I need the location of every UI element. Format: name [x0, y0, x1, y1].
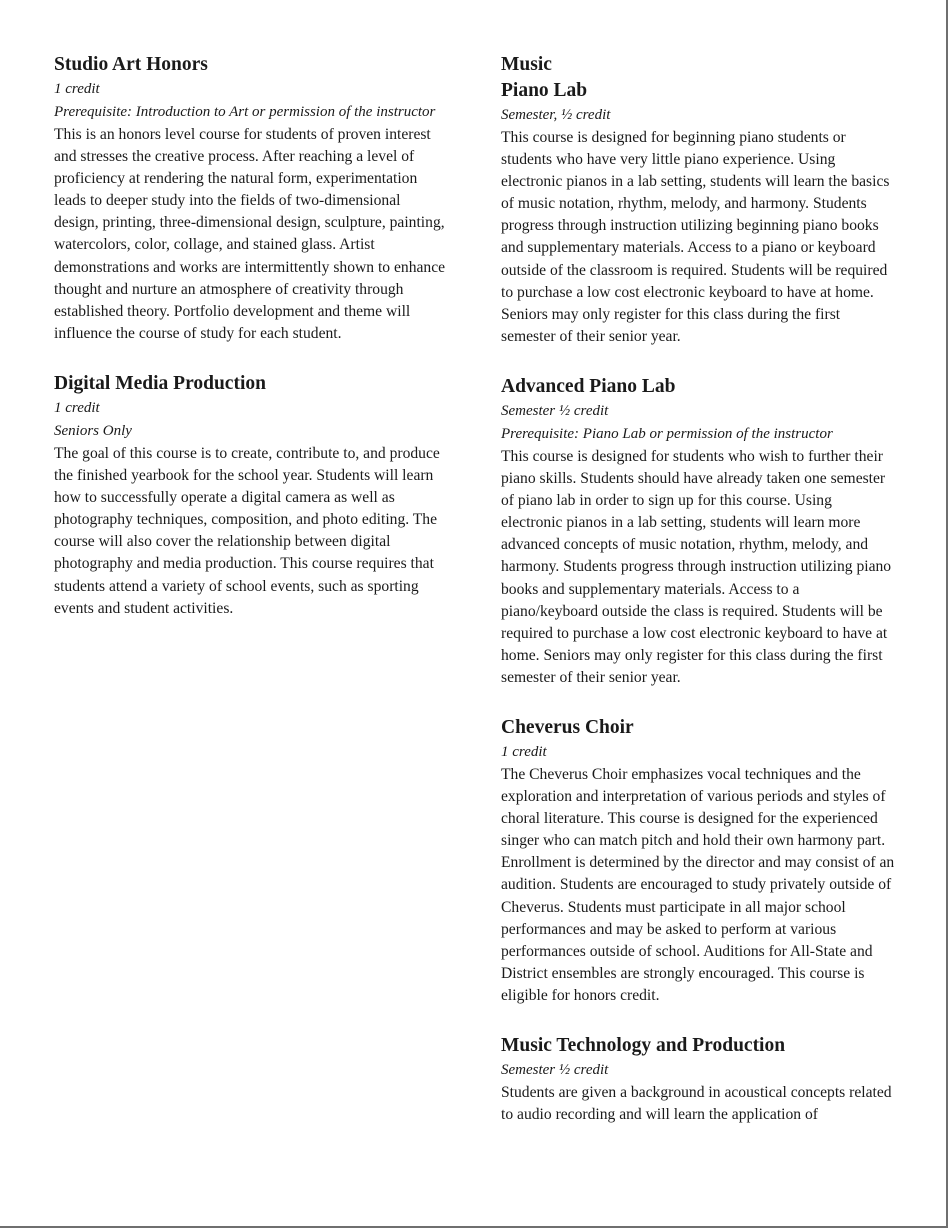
course-description: This course is designed for beginning piano students or students who have very little piano experience. Using electronic pianos in a lab setting, students will learn the basics of music notation, rhythm, melody, and harmony. Students progress through instruction utilizing beginning piano books and supplementary materials. Access to a piano or keyboard outside of the classroom is required. Students will be required to purchase a low cost electronic keyboard to have at home. Seniors may only register for this class during the first semester of their senior year. [501, 129, 890, 345]
course-piano-lab [501, 78, 897, 348]
course-credit: 1 credit [501, 743, 547, 760]
course-description: Students are given a background in acoustical concepts related to audio recording and will learn the application of [501, 1084, 892, 1124]
course-credit: 1 credit [54, 81, 100, 97]
course-advanced-piano-lab [501, 374, 897, 689]
course-credit: Semester ½ credit [501, 402, 609, 419]
course-prerequisite: Prerequisite: Piano Lab or permission of the instructor [501, 425, 833, 442]
right-column [501, 52, 897, 1152]
course-description: The Cheverus Choir emphasizes vocal techniques and the exploration and interpretation of various periods and styles of choral literature. This course is designed for the experienced singer who can match pitch and hold their own harmony part. Enrollment is determined by the director and may consist of an audition. Students are encouraged to study privately outside of Cheverus. Students must participate in all major school performances and may be asked to perform at various performances outside of school. Auditions for All-State and District ensembles are strongly encouraged. This course is eligible for honors credit. [501, 765, 895, 1004]
course-studio-art-honors [54, 52, 446, 345]
course-title: Advanced Piano Lab [501, 375, 676, 397]
course-title: Studio Art Honors [54, 54, 208, 75]
course-prerequisite: Prerequisite: Introduction to Art or permission of the instructor [54, 104, 436, 120]
course-title: Cheverus Choir [501, 716, 634, 738]
course-description: This course is designed for students who wish to further their piano skills. Students should have already taken one semester of piano lab in order to sign up for this course. Using electronic pianos in a lab setting, students will learn more advanced concepts of music notation, rhythm, melody, and harmony. Students progress through instruction utilizing piano books and supplementary materials. Access to a piano/keyboard outside the class is required. Students will be required to purchase a low cost electronic keyboard to have at home. Seniors may only register for this class during the first semester of their senior year. [501, 447, 892, 686]
course-cheverus-choir [501, 715, 897, 1007]
course-credit: Semester ½ credit [501, 1062, 609, 1078]
course-title: Music Technology and Production [501, 1035, 786, 1056]
course-description: This is an honors level course for students of proven interest and stresses the creative process. After reaching a level of proficiency at rendering the natural form, experimentation leads to deeper study into the fields of two-dimensional design, printing, three-dimensional design, sculpture, painting, watercolors, color, collage, and stained glass. Artist demonstrations and works are intermittently shown to enhance thought and nurture an atmosphere of creativity through established theory. Portfolio development and theme will influence the course of study for each student. [54, 126, 446, 342]
left-column [54, 52, 446, 646]
course-title: Digital Media Production [54, 372, 266, 394]
course-title: Piano Lab [501, 80, 588, 101]
course-credit: Semester, ½ credit [501, 107, 611, 123]
course-digital-media-production [54, 371, 446, 620]
department-heading: Music [501, 54, 552, 75]
course-music-technology [501, 1033, 897, 1126]
course-credit: 1 credit [54, 399, 100, 416]
course-restriction: Seniors Only [54, 422, 132, 439]
course-description: The goal of this course is to create, contribute to, and produce the finished yearbook for the school year. Students will learn how to successfully operate a digital camera as well as photography techniques, composition, and photo editing. The course will also cover the relationship between digital photography and media production. This course requires that students attend a variety of school events, such as sporting events and student activities. [54, 444, 440, 617]
